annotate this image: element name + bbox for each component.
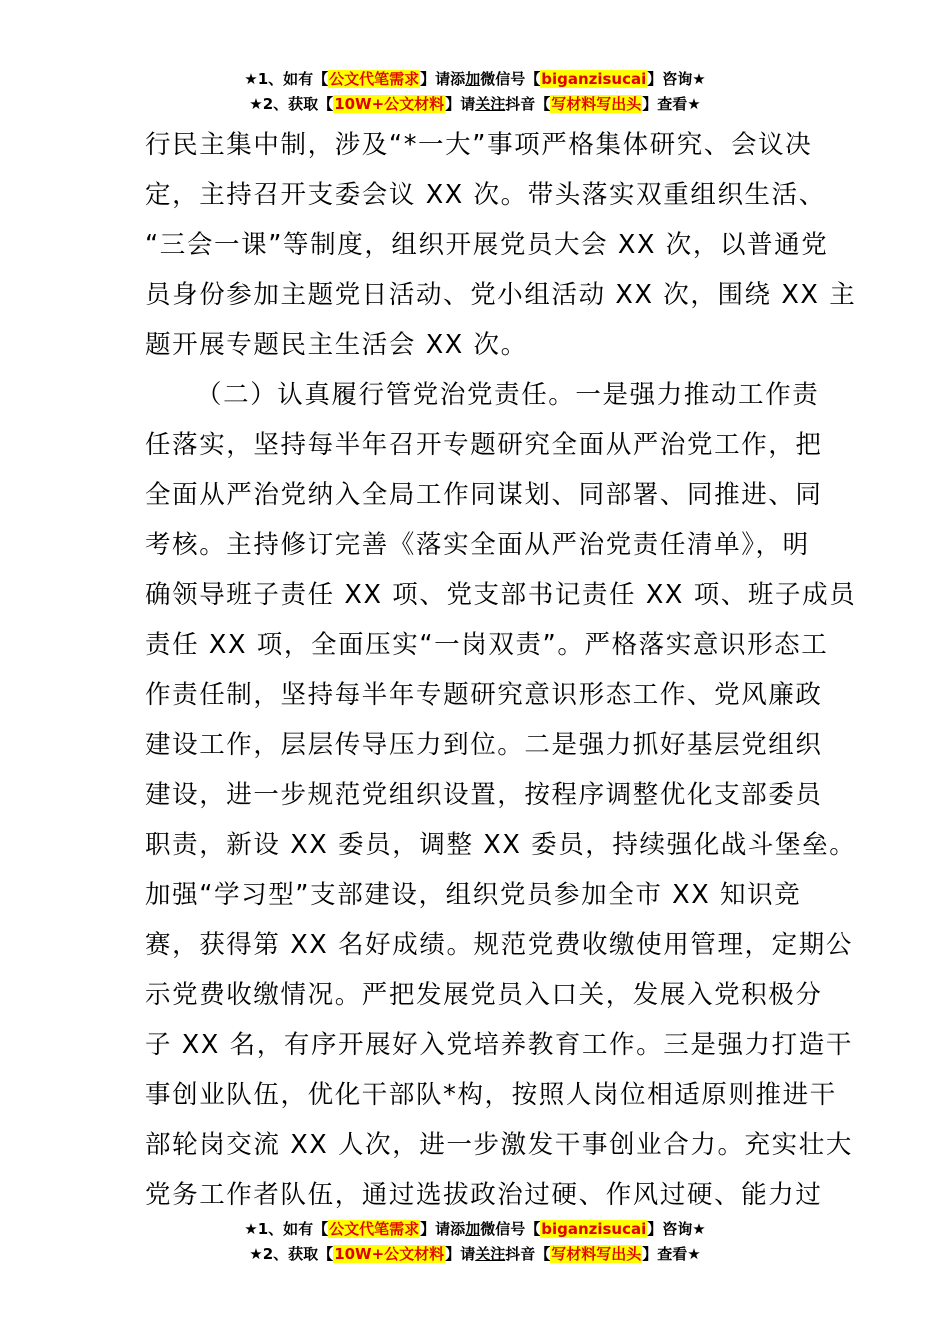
text-line: 子 XX 名，有序开展好入党培养教育工作。三是强力打造干 <box>145 1030 853 1060</box>
footer-highlight-service: 公文代笔需求 <box>329 1220 420 1238</box>
footer-highlight-materials: 10W+公文材料 <box>334 1245 445 1263</box>
text-line: 职责，新设 XX 委员，调整 XX 委员，持续强化战斗堡垒。 <box>145 830 857 860</box>
banner-line-2-suffix: 】查看★ <box>642 95 701 113</box>
text-line: （二）认真履行管党治党责任。一是强力推动工作责 <box>196 380 820 410</box>
banner-line-2-mid2: 抖音【 <box>505 95 551 113</box>
text-line: 事创业队伍，优化干部队*构，按照人岗位相适原则推进干 <box>145 1080 837 1110</box>
banner-line-2-prefix: ★2、获取【 <box>249 95 334 113</box>
text-line: 作责任制，坚持每半年专题研究意识形态工作、党风廉政 <box>145 680 823 710</box>
banner-line-1-suffix: 】咨询★ <box>647 70 706 88</box>
banner-highlight-materials: 10W+公文材料 <box>334 95 445 113</box>
text-line: 建设工作，层层传导压力到位。二是强力抓好基层党组织 <box>145 730 823 760</box>
text-line: 确领导班子责任 XX 项、党支部书记责任 XX 项、班子成员 <box>145 580 857 610</box>
text-line: 员身份参加主题党日活动、党小组活动 XX 次，围绕 XX 主 <box>145 280 857 310</box>
banner-line-1-mid2: 微信号【 <box>480 70 541 88</box>
text-line: 赛，获得第 XX 名好成绩。规范党费收缴使用管理，定期公 <box>145 930 853 960</box>
banner-highlight-wechat-id: biganzisucai <box>541 70 647 88</box>
footer-line-2-prefix: ★2、获取【 <box>249 1245 334 1263</box>
banner-line-2-mid: 】请 <box>445 95 476 113</box>
banner-line-2 <box>0 92 950 117</box>
footer-highlight-wechat-id: biganzisucai <box>541 1220 647 1238</box>
text-line: 部轮岗交流 XX 人次，进一步激发干事创业合力。充实壮大 <box>145 1130 853 1160</box>
footer-banner-line-1 <box>0 1217 950 1242</box>
footer-line-1-mid2: 微信号【 <box>480 1220 541 1238</box>
text-line: 建设，进一步规范党组织设置，按程序调整优化支部委员 <box>145 780 823 810</box>
text-line: 题开展专题民主生活会 XX 次。 <box>145 330 528 360</box>
text-line: 加强“学习型”支部建设，组织党员参加全市 XX 知识竞 <box>145 880 802 910</box>
footer-line-1-suffix: 】咨询★ <box>647 1220 706 1238</box>
footer-banner-line-2 <box>0 1242 950 1267</box>
footer-line-2-mid-underlined: 关注 <box>475 1245 506 1263</box>
banner-line-1 <box>0 67 950 92</box>
document-body <box>145 120 857 1220</box>
banner-highlight-douyin-account: 写材料写出头 <box>551 95 642 113</box>
banner-line-1-mid: 】请添 <box>420 70 466 88</box>
paragraph-1 <box>145 120 857 370</box>
footer-line-1-mid-underlined: 加 <box>465 1220 481 1238</box>
text-line: 全面从严治党纳入全局工作同谋划、同部署、同推进、同 <box>145 480 823 510</box>
footer-line-2-suffix: 】查看★ <box>642 1245 701 1263</box>
paragraph-2 <box>145 370 857 1220</box>
footer-banner <box>0 1217 950 1267</box>
header-banner <box>0 67 950 117</box>
footer-highlight-douyin-account: 写材料写出头 <box>551 1245 642 1263</box>
text-line: 定，主持召开支委会议 XX 次。带头落实双重组织生活、 <box>145 180 826 210</box>
text-line: 责任 XX 项，全面压实“一岗双责”。严格落实意识形态工 <box>145 630 829 660</box>
footer-line-2-mid2: 抖音【 <box>505 1245 551 1263</box>
text-line: 行民主集中制，涉及“*一大”事项严格集体研究、会议决 <box>145 130 813 160</box>
text-line: “三会一课”等制度，组织开展党员大会 XX 次，以普通党 <box>145 230 829 260</box>
text-line: 任落实，坚持每半年召开专题研究全面从严治党工作，把 <box>145 430 823 460</box>
footer-line-2-mid: 】请 <box>445 1245 476 1263</box>
footer-line-1-mid: 】请添 <box>420 1220 466 1238</box>
banner-line-2-mid-underlined: 关注 <box>475 95 506 113</box>
banner-highlight-service: 公文代笔需求 <box>329 70 420 88</box>
text-line: 示党费收缴情况。严把发展党员入口关，发展入党积极分 <box>145 980 823 1010</box>
text-line: 党务工作者队伍，通过选拔政治过硬、作风过硬、能力过 <box>145 1180 823 1210</box>
footer-line-1-prefix: ★1、如有【 <box>244 1220 329 1238</box>
text-line: 考核。主持修订完善《落实全面从严治党责任清单》，明 <box>145 530 810 560</box>
banner-line-1-prefix: ★1、如有【 <box>244 70 329 88</box>
banner-line-1-mid-underlined: 加 <box>465 70 481 88</box>
